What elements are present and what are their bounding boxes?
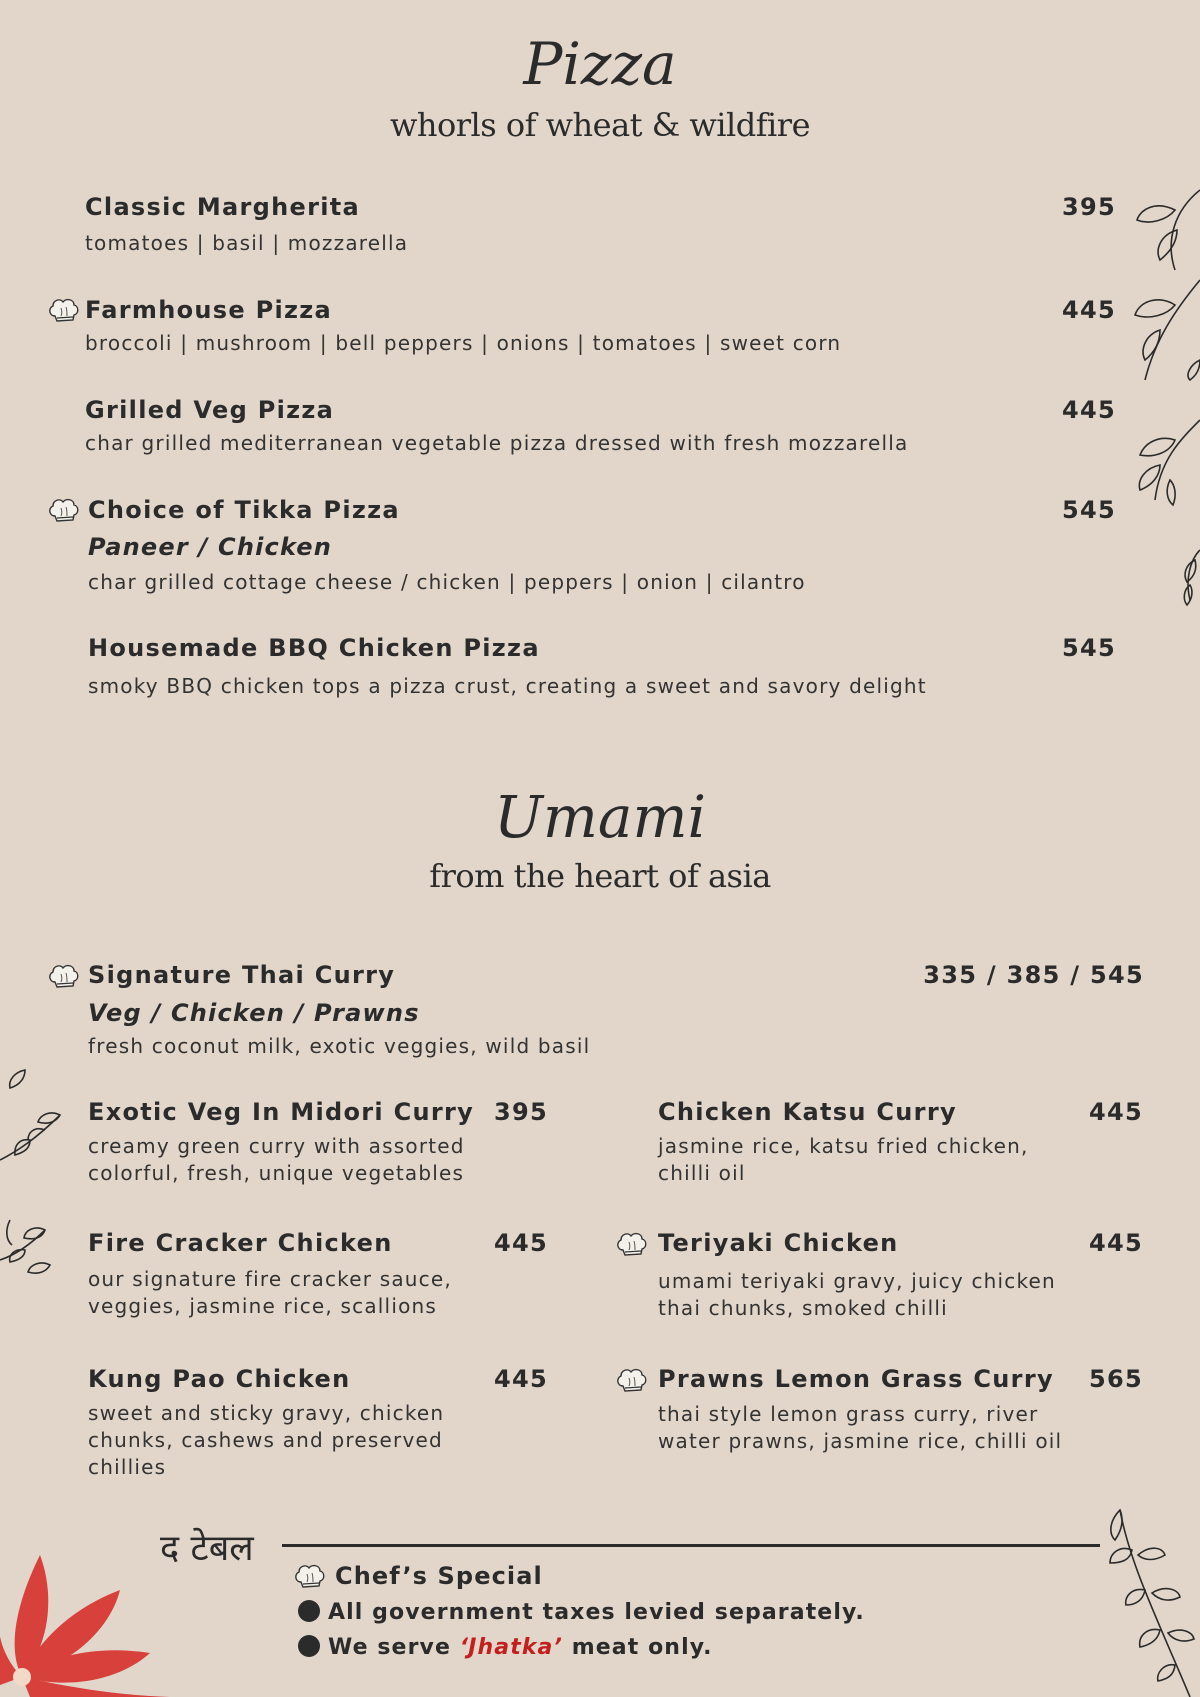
menu-item-description: veggies, jasmine rice, scallions <box>88 1294 438 1318</box>
meat-note-prefix: We serve <box>328 1635 460 1660</box>
menu-item-description: broccoli | mushroom | bell peppers | onions | tomatoes | sweet corn <box>85 331 842 355</box>
chef-hat-icon <box>46 296 80 326</box>
chef-hat-icon <box>46 496 80 526</box>
menu-item-variant: Veg / Chicken / Prawns <box>88 999 420 1027</box>
chef-hat-icon <box>614 1366 648 1396</box>
menu-item-name: Teriyaki Chicken <box>658 1229 899 1257</box>
menu-item-price: 395 <box>494 1098 548 1126</box>
menu-item-description: thai style lemon grass curry, river <box>658 1402 1039 1426</box>
menu-item-name: Housemade BBQ Chicken Pizza <box>88 634 540 662</box>
tax-note-text: All government taxes levied separately. <box>328 1600 865 1625</box>
menu-item-description: jasmine rice, katsu fried chicken, <box>658 1134 1029 1158</box>
menu-item-price: 445 <box>494 1229 548 1257</box>
menu-item-description: char grilled mediterranean vegetable pizza dressed with fresh mozzarella <box>85 431 909 455</box>
menu-item-description: tomatoes | basil | mozzarella <box>85 231 409 255</box>
meat-note-highlight: ‘Jhatka’ <box>459 1635 563 1660</box>
footer-divider <box>282 1544 1100 1547</box>
meat-note <box>298 1635 713 1660</box>
menu-item-name: Farmhouse Pizza <box>85 296 333 324</box>
chef-special-legend: Chef’s Special <box>335 1562 543 1590</box>
menu-item-price: 545 <box>1062 496 1116 524</box>
menu-item-description: sweet and sticky gravy, chicken <box>88 1401 445 1425</box>
menu-item-price: 565 <box>1089 1365 1143 1393</box>
menu-item-description: water prawns, jasmine rice, chilli oil <box>658 1429 1063 1453</box>
bullet-icon <box>298 1600 320 1622</box>
menu-item-description: creamy green curry with assorted <box>88 1134 465 1158</box>
menu-item-price: 445 <box>1062 296 1116 324</box>
flower-icon <box>0 1535 180 1697</box>
menu-item-price: 395 <box>1062 193 1116 221</box>
menu-item-description: chillies <box>88 1455 167 1479</box>
chef-hat-icon <box>614 1230 648 1260</box>
pizza-section-subtitle: whorls of wheat & wildfire <box>389 106 811 144</box>
menu-item-name: Prawns Lemon Grass Curry <box>658 1365 1054 1393</box>
leaf-branch-icon <box>1115 180 1200 620</box>
menu-item-description: thai chunks, smoked chilli <box>658 1296 948 1320</box>
leaf-branch-icon <box>0 1060 70 1290</box>
menu-item-description: smoky BBQ chicken tops a pizza crust, creating a sweet and savory delight <box>88 674 927 698</box>
chef-hat-icon <box>46 962 80 992</box>
menu-item-price: 445 <box>1089 1229 1143 1257</box>
menu-item-name: Signature Thai Curry <box>88 961 396 989</box>
menu-item-description: char grilled cottage cheese / chicken | peppers | onion | cilantro <box>88 570 806 594</box>
menu-item-variant: Paneer / Chicken <box>88 533 333 561</box>
menu-item-name: Kung Pao Chicken <box>88 1365 351 1393</box>
menu-item-name: Classic Margherita <box>85 193 361 221</box>
menu-item-description: chunks, cashews and preserved <box>88 1428 443 1452</box>
tax-note <box>298 1600 865 1625</box>
menu-item-name: Exotic Veg In Midori Curry <box>88 1098 475 1126</box>
pizza-section-title: Pizza <box>523 30 677 98</box>
menu-item-name: Fire Cracker Chicken <box>88 1229 393 1257</box>
umami-section-subtitle: from the heart of asia <box>429 857 771 895</box>
chef-hat-icon <box>292 1562 326 1592</box>
menu-item-price: 545 <box>1062 634 1116 662</box>
menu-item-description: umami teriyaki gravy, juicy chicken <box>658 1269 1056 1293</box>
brand-logo-text: द टेबल <box>160 1528 254 1569</box>
menu-item-name: Chicken Katsu Curry <box>658 1098 957 1126</box>
menu-item-price: 445 <box>494 1365 548 1393</box>
menu-item-description: our signature fire cracker sauce, <box>88 1267 452 1291</box>
menu-item-price: 445 <box>1089 1098 1143 1126</box>
menu-item-price: 335 / 385 / 545 <box>923 961 1144 989</box>
menu-item-name: Choice of Tikka Pizza <box>88 496 400 524</box>
menu-item-description: fresh coconut milk, exotic veggies, wild basil <box>88 1034 591 1058</box>
menu-item-price: 445 <box>1062 396 1116 424</box>
umami-section-title: Umami <box>493 783 706 851</box>
menu-item-description: colorful, fresh, unique vegetables <box>88 1161 465 1185</box>
meat-note-suffix: meat only. <box>562 1635 713 1660</box>
menu-item-name: Grilled Veg Pizza <box>85 396 335 424</box>
bullet-icon <box>298 1635 320 1657</box>
leaf-branch-icon <box>1080 1505 1200 1697</box>
menu-item-description: chilli oil <box>658 1161 746 1185</box>
